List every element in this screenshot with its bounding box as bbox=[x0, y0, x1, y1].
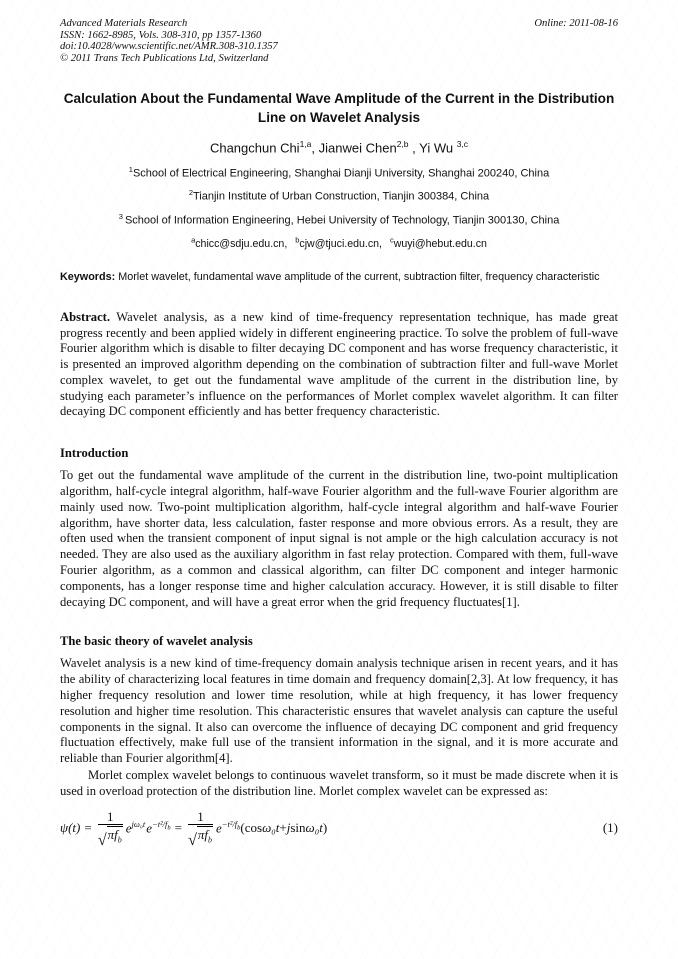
email-superscript-2: b bbox=[295, 235, 300, 245]
radicand-2-sub: b bbox=[208, 835, 213, 845]
fraction-1-numerator: 1 bbox=[106, 808, 114, 824]
radicand-1-text: πf bbox=[107, 827, 118, 843]
fraction-1-denominator bbox=[97, 825, 123, 849]
radicand-1 bbox=[107, 826, 123, 845]
affiliation-line-2 bbox=[60, 188, 618, 203]
exp-term-3-base: e bbox=[216, 820, 222, 836]
affiliation-superscript-1: 1 bbox=[128, 164, 133, 174]
exp-term-1-sup: jω₀t bbox=[131, 818, 146, 829]
plus-sign: + bbox=[279, 819, 287, 835]
exp-term-2-base: e bbox=[146, 820, 152, 836]
omega-term-2: ω₀t bbox=[305, 819, 323, 835]
affiliation-text-2: Tianjin Institute of Urban Construction, Tianjin 300384, China bbox=[193, 191, 490, 204]
exp-term-2-sup-sub: b bbox=[167, 824, 171, 832]
introduction-paragraph: To get out the fundamental wave amplitude of the current in the distribution line, two-point multiplication algorithm, half-cycle integral algorithm, half-wave Fourier algorithm and the full-wave Fourier algorithm are mainly used now. Two-point multiplication algorithm, half-cycle integral algorithm and half-wave Fourier algorithm, have shorter data, less calculation, faster response and more obvious errors. As a result, they are often used when the transient component of input signal is not ample or the high calculation accuracy is not needed. They are also used as the auxiliary algorithm in fast relay protection. Compared with them, full-wave Fourier algorithm, as a common and classical algorithm, can filter DC component and integer harmonic components, has a longer response time and higher calculation accuracy. However, it is still disable to filter decaying DC component, and will have a great error when the grid frequency fluctuates[1]. bbox=[60, 468, 618, 609]
section-heading-introduction: Introduction bbox=[60, 446, 129, 461]
journal-doi-line: doi:10.4028/www.scientific.net/AMR.308-310.1357 bbox=[60, 41, 278, 53]
journal-header bbox=[60, 18, 618, 64]
sqrt-symbol-1: √ bbox=[97, 830, 107, 849]
section-heading-theory: The basic theory of wavelet analysis bbox=[60, 634, 253, 649]
email-2 bbox=[295, 235, 382, 251]
fraction-1 bbox=[97, 808, 123, 849]
author-superscript-1: 1,a bbox=[299, 139, 312, 150]
affiliation-line-1 bbox=[60, 165, 618, 180]
affiliation-superscript-2: 2 bbox=[188, 188, 193, 198]
exp-term-2-sup-text: −t²/f bbox=[152, 818, 168, 829]
abstract-paragraph bbox=[60, 310, 618, 421]
exp-term-2 bbox=[146, 819, 170, 836]
omega-term-1: ω₀t bbox=[262, 819, 280, 835]
email-text-3: wuyi@hebut.edu.cn bbox=[393, 238, 487, 251]
journal-copyright-line: © 2011 Trans Tech Publications Ltd, Switzerland bbox=[60, 52, 269, 64]
radicand-1-sub: b bbox=[117, 835, 122, 845]
affiliation-superscript-3: 3 bbox=[118, 212, 125, 222]
theory-paragraph-1: Wavelet analysis is a new kind of time-frequency domain analysis technique arisen in recent years, and it has the ability of characterizing local features in time domain and frequency domain[2,3]. At low frequency, it has higher frequency resolution and lower time resolution, while at high frequency, it has lower frequency resolution and higher time resolution. This characteristic ensures that wavelet analysis can capture the useful components in the signal. It also can overcome the influence of decaying DC component and grid frequency fluctuation effectively, make full use of the transient information in the signal, and it is more accurate and reliable than Fourier algorithm[4]. bbox=[60, 656, 618, 766]
author-superscript-2: 2,b bbox=[396, 139, 409, 150]
journal-name: Advanced Materials Research bbox=[60, 18, 188, 29]
equation-1 bbox=[60, 808, 328, 849]
author-separator-2: , bbox=[408, 140, 420, 156]
close-paren: ) bbox=[322, 819, 328, 835]
sqrt-symbol-2: √ bbox=[187, 830, 197, 849]
email-superscript-1: a bbox=[191, 235, 196, 245]
author-name-1: Changchun Chi bbox=[209, 140, 300, 156]
affiliation-text-3: School of Information Engineering, Hebei University of Technology, Tianjin 300130, China bbox=[124, 214, 560, 227]
radicand-2 bbox=[197, 826, 213, 845]
keywords-label: Keywords: bbox=[60, 271, 116, 284]
online-date: Online: 2011-08-16 bbox=[534, 18, 618, 29]
email-superscript-3: c bbox=[389, 235, 394, 245]
fraction-2 bbox=[187, 808, 213, 849]
journal-info bbox=[60, 18, 278, 64]
radicand-2-text: πf bbox=[197, 827, 209, 843]
equals-sign-2: = bbox=[174, 819, 182, 835]
equation-lhs: ψ(t) bbox=[60, 819, 81, 835]
emails-line bbox=[60, 236, 618, 251]
j-term: j bbox=[286, 819, 291, 835]
sin-word: sin bbox=[290, 819, 306, 835]
author-superscript-3: 3,c bbox=[456, 139, 469, 150]
affiliation-line-3 bbox=[60, 212, 618, 227]
exp-term-3-sup-sub: b bbox=[237, 824, 241, 832]
author-separator-1: , bbox=[311, 140, 319, 156]
equals-sign-1: = bbox=[84, 819, 92, 835]
exp-term-3-sup bbox=[221, 818, 241, 832]
exp-term-2-sup bbox=[152, 818, 171, 832]
authors-line bbox=[60, 139, 618, 155]
abstract-label: Abstract. bbox=[60, 309, 111, 324]
theory-paragraph-2: Morlet complex wavelet belongs to continuous wavelet transform, so it must be made discrete when it is used in overload protection of the distribution line. Morlet complex wavelet can be expressed as: bbox=[60, 768, 618, 798]
exp-term-1-base: e bbox=[125, 820, 132, 836]
affiliations bbox=[60, 165, 618, 227]
email-3 bbox=[389, 235, 487, 251]
abstract-text: Wavelet analysis, as a new kind of time-frequency representation technique, has made great progress recently and been applied widely in different engineering practice. To solve the problem of full-wave Fourier algorithm which is disable to filter decaying DC component and has worse frequency characteristic, it is presented an improved algorithm depending on the combination of subtraction filter and full-wave Morlet complex wavelet, to get out the fundamental wave amplitude of the current in the distribution line, by studying each parameter’s influence on the performances of Morlet complex wavelet algorithm. It can filter decaying DC component efficiently and has better frequency characteristic. bbox=[60, 309, 618, 419]
paper-title: Calculation About the Fundamental Wave Amplitude of the Current in the Distribution Line on Wavelet Analysis bbox=[63, 91, 615, 126]
fraction-2-denominator bbox=[187, 825, 213, 849]
author-name-3: Yi Wu bbox=[419, 140, 457, 156]
journal-issn-line: ISSN: 1662-8985, Vols. 308-310, pp 1357-1360 bbox=[60, 29, 262, 41]
affiliation-text-1: School of Electrical Engineering, Shanghai Dianji University, Shanghai 200240, China bbox=[132, 167, 550, 180]
equation-1-row bbox=[60, 803, 618, 853]
exp-term-3 bbox=[216, 819, 240, 836]
author-name-2: Jianwei Chen bbox=[318, 140, 397, 156]
fraction-2-numerator: 1 bbox=[197, 808, 204, 824]
equation-number: (1) bbox=[602, 819, 618, 835]
email-text-1: chicc@sdju.edu.cn, bbox=[195, 238, 288, 251]
exp-term-3-sup-text: −t²/f bbox=[221, 818, 238, 829]
email-text-2: cjw@tjuci.edu.cn, bbox=[299, 238, 382, 251]
cos-open: (cos bbox=[240, 819, 263, 835]
keywords-text: Morlet wavelet, fundamental wave amplitude of the current, subtraction filter, frequency characteristic bbox=[115, 271, 600, 284]
email-1 bbox=[191, 235, 288, 251]
exp-term-1 bbox=[126, 819, 145, 836]
keywords-block bbox=[60, 270, 618, 285]
